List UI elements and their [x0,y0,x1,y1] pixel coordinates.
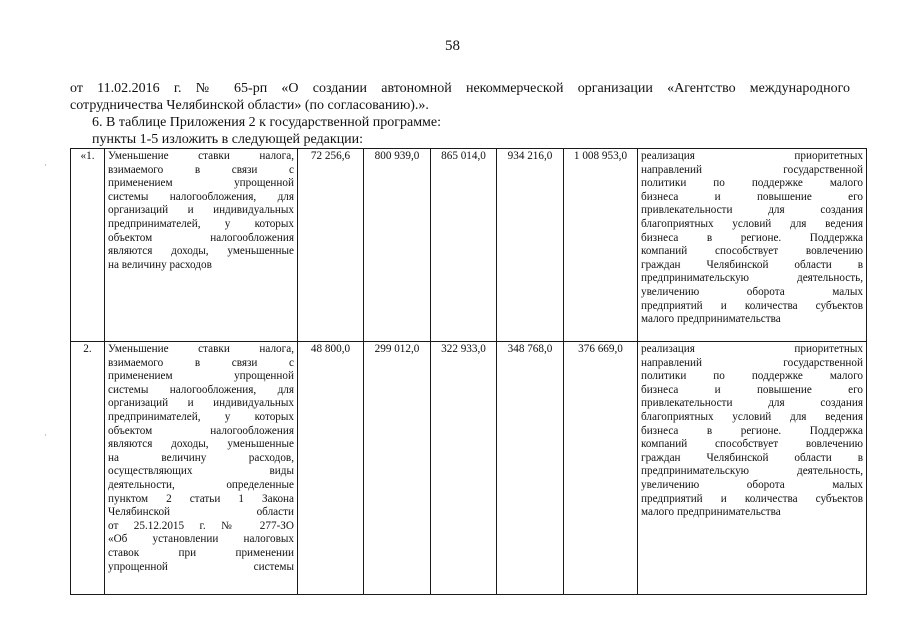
goal-line: бизнеса и повышение его [641,383,863,396]
row-goal [638,342,867,595]
goal-line: предприятий и количества субъектов [641,492,863,505]
value-cell: 376 669,0 [564,342,638,595]
goal-line: направлений государственной [641,356,863,369]
scan-mark: · [44,160,47,170]
description-line: «Об установлении налоговых [108,533,294,546]
goal-line: малого предпринимательства [641,506,781,519]
row-description [105,149,298,342]
value-cell: 865 014,0 [431,149,497,342]
description-line: на величину расходов [108,258,212,271]
goal-line: граждан Челябинской области в [641,451,863,464]
description-line: Челябинской области [108,506,294,519]
goal-line: бизнеса в регионе. Поддержка [641,231,863,244]
goal-line: компаний способствует вовлечению [641,438,863,451]
goal-line: увеличению оборота малых [641,478,863,491]
goal-line: предприятий и количества субъектов [641,299,863,312]
description-line: от 25.12.2015 г. № 277-ЗО [108,519,294,532]
description-line: предпринимателей, у которых [108,217,294,230]
goal-line: предпринимательскую деятельность, [641,465,863,478]
goal-line: малого предпринимательства [641,313,781,326]
description-line: предпринимателей, у которых [108,410,294,423]
table-row [71,149,867,342]
paragraph-continuation [70,80,850,114]
goal-line: предпринимательскую деятельность, [641,272,863,285]
goal-line: направлений государственной [641,163,863,176]
description-line: упрощенной системы [108,560,294,573]
description-line: объектом налогообложения [108,424,294,437]
table-row [71,342,867,595]
page-number: 58 [445,38,460,54]
goal-line: благоприятных условий для ведения [641,217,863,230]
description-line: деятельности, определенные [108,478,294,491]
description-line: организаций и индивидуальных [108,397,294,410]
goal-line: компаний способствует вовлечению [641,245,863,258]
goal-line: реализация приоритетных [641,150,863,162]
item-6-subheading: пункты 1-5 изложить в следующей редакции: [92,132,364,147]
row-description [105,342,298,595]
goal-line: реализация приоритетных [641,343,863,355]
value-cell: 48 800,0 [298,342,364,595]
value-cell: 322 933,0 [431,342,497,595]
item-6-heading: 6. В таблице Приложения 2 к государственной программе: [92,115,442,130]
value-cell: 1 008 953,0 [564,149,638,342]
description-line: взимаемого в связи с [108,356,294,369]
goal-line: бизнеса в регионе. Поддержка [641,424,863,437]
description-line: взимаемого в связи с [108,163,294,176]
row-number: «1. [71,149,105,342]
goal-line: привлекательности для создания [641,204,863,217]
value-cell: 348 768,0 [497,342,564,595]
description-line: объектом налогообложения [108,231,294,244]
description-line: являются доходы, уменьшенные [108,245,294,258]
description-line: применением упрощенной [108,370,294,383]
goal-line: политики по поддержке малого [641,177,863,190]
row-number: 2. [71,342,105,595]
description-line: Уменьшение ставки налога, [108,150,294,162]
description-line: осуществляющих виды [108,465,294,478]
paragraph-line: сотрудничества Челябинской области» (по согласованию).». [70,98,429,113]
goal-line: увеличению оборота малых [641,285,863,298]
goal-line: благоприятных условий для ведения [641,410,863,423]
description-line: системы налогообложения, для [108,190,294,203]
paragraph-line: от 11.02.2016 г. № 65-рп «О создании автономной некоммерческой организации «Агентство международного [70,81,850,96]
row-goal [638,149,867,342]
value-cell: 299 012,0 [364,342,431,595]
description-line: применением упрощенной [108,177,294,190]
goal-line: бизнеса и повышение его [641,190,863,203]
description-line: системы налогообложения, для [108,383,294,396]
goal-line: политики по поддержке малого [641,370,863,383]
goal-line: граждан Челябинской области в [641,258,863,271]
description-line: организаций и индивидуальных [108,204,294,217]
goal-line: привлекательности для создания [641,397,863,410]
description-line: Уменьшение ставки налога, [108,343,294,355]
description-line: на величину расходов, [108,451,294,464]
description-line: пунктом 2 статьи 1 Закона [108,492,294,505]
description-line: ставок при применении [108,546,294,559]
value-cell: 72 256,6 [298,149,364,342]
value-cell: 934 216,0 [497,149,564,342]
description-line: являются доходы, уменьшенные [108,438,294,451]
scan-mark: · [44,430,47,440]
tax-expenditure-table [70,148,867,595]
value-cell: 800 939,0 [364,149,431,342]
